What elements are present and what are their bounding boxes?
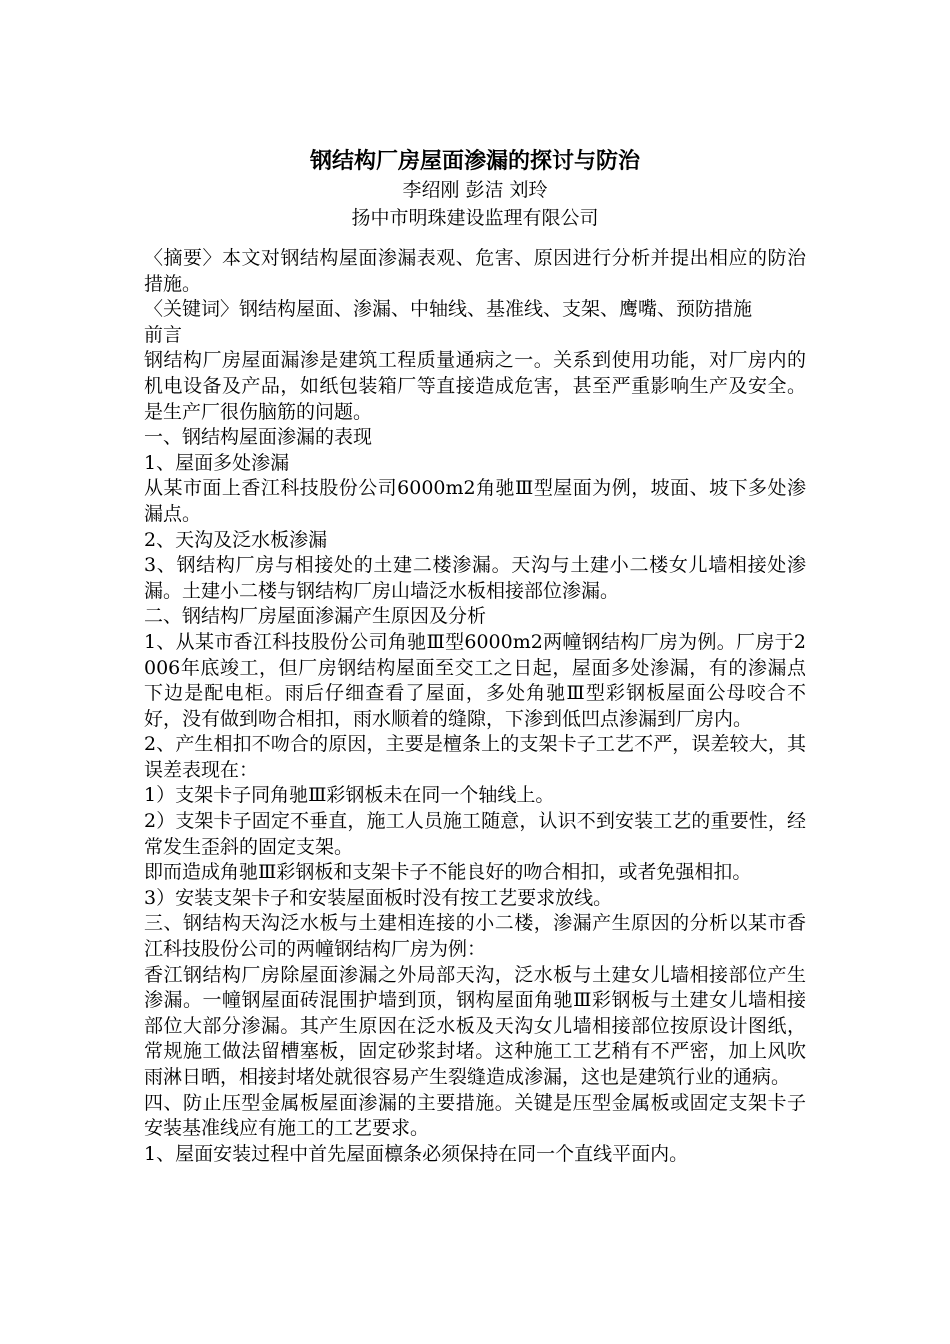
subsection-heading: 2、天沟及泛水板渗漏 (144, 528, 328, 551)
document-title: 钢结构厂房屋面渗漏的探讨与防治 (309, 148, 640, 174)
section-heading: 三、钢结构天沟泛水板与土建相连接的小二楼，渗漏产生原因的分析以某市香江科技股份公司的两幢钢结构厂房为例： (144, 912, 806, 961)
section-heading: 四、防止压型金属板屋面渗漏的主要措施。关键是压型金属板或固定支架卡子安装基准线应有施工的工艺要求。 (144, 1091, 806, 1140)
author-organization: 扬中市明珠建设监理有限公司 (351, 207, 599, 229)
body-paragraph: 1、从某市香江科技股份公司角驰Ⅲ型6000m2两幢钢结构厂房为例。厂房于2006年底竣工，但厂房钢结构屋面至交工之日起，屋面多处渗漏，有的渗漏点下边是配电柜。雨后仔细查看了屋面，多处角驰Ⅲ型彩钢板屋面公母咬合不好，没有做到吻合相扣，雨水顺着的缝隙，下渗到低凹点渗漏到厂房内。 (144, 630, 806, 730)
body-paragraph: 香江钢结构厂房除屋面渗漏之外局部天沟，泛水板与土建女儿墙相接部位产生渗漏。一幢钢屋面砖混围护墙到顶，钢构屋面角驰Ⅲ彩钢板与土建女儿墙相接部位大部分渗漏。其产生原因在泛水板及天沟女儿墙相接部位按原设计图纸，常规施工做法留槽塞板，固定砂浆封堵。这种施工工艺稍有不严密，加上风吹雨淋日晒，相接封堵处就很容易产生裂缝造成渗漏，这也是建筑行业的通病。 (144, 963, 806, 1088)
author-names: 李绍刚 彭洁 刘玲 (402, 179, 548, 201)
abstract-paragraph: 〈摘要〉本文对钢结构屋面渗漏表观、危害、原因进行分析并提出相应的防治措施。 (144, 247, 806, 295)
body-paragraph: 1、屋面安装过程中首先屋面檩条必须保持在同一个直线平面内。 (144, 1142, 689, 1165)
body-paragraph: 3、钢结构厂房与相接处的土建二楼渗漏。天沟与土建小二楼女儿墙相接处渗漏。土建小二楼与钢结构厂房山墙泛水板相接部位渗漏。 (144, 554, 806, 602)
list-item: 3）安装支架卡子和安装屋面板时没有按工艺要求放线。 (144, 886, 613, 909)
list-item: 1）支架卡子同角驰Ⅲ彩钢板未在同一个轴线上。 (144, 784, 555, 807)
section-heading: 前言 (144, 323, 183, 346)
section-heading: 一、钢结构屋面渗漏的表现 (144, 426, 373, 449)
body-paragraph: 从某市面上香江科技股份公司6000m2角驰Ⅲ型屋面为例，坡面、坡下多处渗漏点。 (144, 477, 806, 525)
list-item: 2）支架卡子固定不垂直，施工人员施工随意，认识不到安装工艺的重要性，经常发生歪斜的固定支架。 (144, 810, 806, 858)
keywords-paragraph: 〈关键词〉钢结构屋面、渗漏、中轴线、基准线、支架、鹰嘴、预防措施 (144, 298, 753, 321)
document-body (144, 246, 806, 1167)
section-heading: 二、钢结构厂房屋面渗漏产生原因及分析 (144, 605, 487, 628)
body-paragraph: 钢结构厂房屋面漏渗是建筑工程质量通病之一。关系到使用功能，对厂房内的机电设备及产品，如纸包装箱厂等直接造成危害，甚至严重影响生产及安全。是生产厂很伤脑筋的问题。 (144, 349, 806, 423)
body-paragraph: 2、产生相扣不吻合的原因，主要是檀条上的支架卡子工艺不严，误差较大，其误差表现在： (144, 733, 806, 781)
body-paragraph: 即而造成角驰Ⅲ彩钢板和支架卡子不能良好的吻合相扣，或者免强相扣。 (144, 861, 752, 884)
document-header (0, 146, 950, 232)
subsection-heading: 1、屋面多处渗漏 (144, 451, 290, 474)
